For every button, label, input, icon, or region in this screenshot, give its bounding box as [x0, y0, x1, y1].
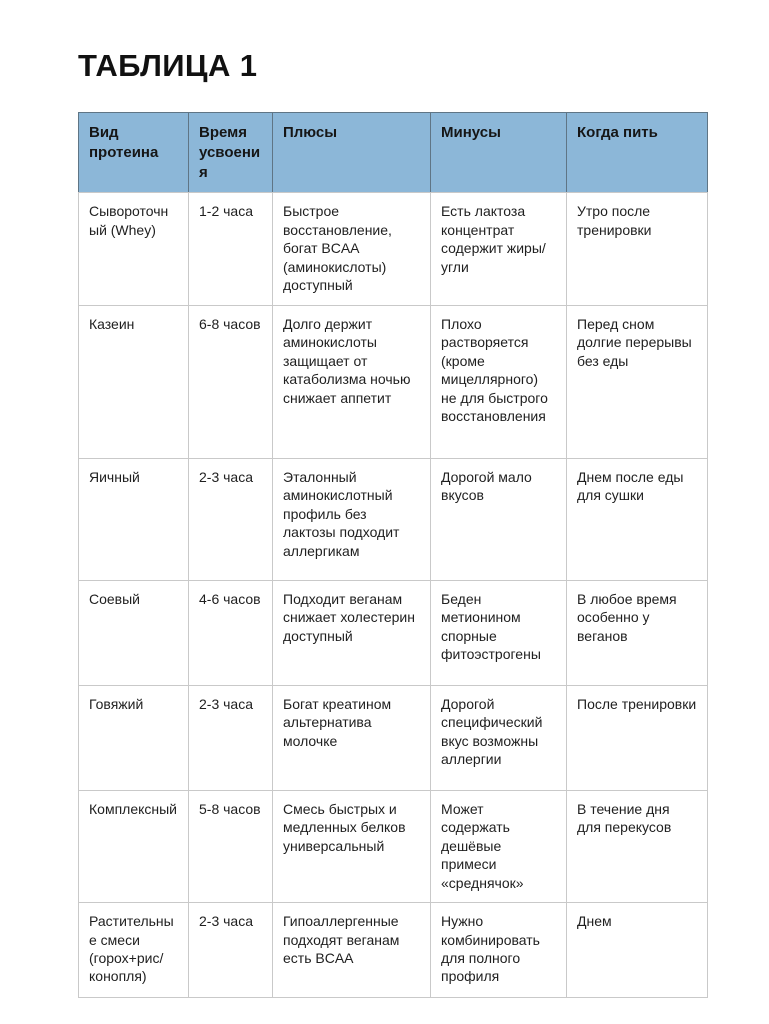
cell-protein-type: Казеин [79, 305, 189, 458]
cell-pros: Смесь быстрых и медленных белков универсальный [273, 790, 431, 902]
cell-protein-type: Соевый [79, 580, 189, 685]
cell-protein-type: Комплексный [79, 790, 189, 902]
cell-pros: Богат креатином альтернатива молочке [273, 685, 431, 790]
cell-cons: Дорогой мало вкусов [431, 458, 567, 580]
cell-protein-type: Растительные смеси (горох+рис/конопля) [79, 903, 189, 998]
cell-cons: Нужно комбинировать для полного профиля [431, 903, 567, 998]
cell-when-to-drink: В любое время особенно у веганов [567, 580, 708, 685]
page-title: ТАБЛИЦА 1 [78, 48, 258, 83]
cell-when-to-drink: В течение дня для перекусов [567, 790, 708, 902]
cell-absorption-time: 6-8 часов [189, 305, 273, 458]
column-header-cons: Минусы [431, 113, 567, 193]
cell-protein-type: Говяжий [79, 685, 189, 790]
column-header-when-to-drink: Когда пить [567, 113, 708, 193]
table-row-egg [79, 458, 708, 580]
cell-absorption-time: 2-3 часа [189, 685, 273, 790]
cell-pros: Эталонный аминокислотный профиль без лактозы подходит аллергикам [273, 458, 431, 580]
cell-absorption-time: 2-3 часа [189, 458, 273, 580]
table-header-row [79, 113, 708, 193]
cell-cons: Может содержать дешёвые примеси «среднячок» [431, 790, 567, 902]
table-row-whey [79, 193, 708, 305]
cell-cons: Дорогой специфический вкус возможны аллергии [431, 685, 567, 790]
cell-absorption-time: 1-2 часа [189, 193, 273, 305]
cell-protein-type: Яичный [79, 458, 189, 580]
table-row-beef [79, 685, 708, 790]
cell-absorption-time: 2-3 часа [189, 903, 273, 998]
cell-when-to-drink: Утро после тренировки [567, 193, 708, 305]
cell-pros: Подходит веганам снижает холестерин доступный [273, 580, 431, 685]
table-row-soy [79, 580, 708, 685]
column-header-protein-type: Вид протеина [79, 113, 189, 193]
cell-when-to-drink: После тренировки [567, 685, 708, 790]
cell-absorption-time: 5-8 часов [189, 790, 273, 902]
cell-cons: Беден метионином спорные фитоэстрогены [431, 580, 567, 685]
cell-protein-type: Сывороточный (Whey) [79, 193, 189, 305]
table-row-plant-blend [79, 903, 708, 998]
table-row-complex [79, 790, 708, 902]
cell-when-to-drink: Перед сном долгие перерывы без еды [567, 305, 708, 458]
cell-pros: Долго держит аминокислоты защищает от катаболизма ночью снижает аппетит [273, 305, 431, 458]
table-row-casein [79, 305, 708, 458]
cell-pros: Быстрое восстановление, богат BCAA (аминокислоты) доступный [273, 193, 431, 305]
column-header-absorption-time: Время усвоения [189, 113, 273, 193]
cell-when-to-drink: Днем [567, 903, 708, 998]
protein-comparison-table [78, 112, 708, 998]
cell-pros: Гипоаллергенные подходят веганам есть BCAA [273, 903, 431, 998]
cell-cons: Есть лактоза концентрат содержит жиры/угли [431, 193, 567, 305]
column-header-pros: Плюсы [273, 113, 431, 193]
cell-when-to-drink: Днем после еды для сушки [567, 458, 708, 580]
cell-cons: Плохо растворяется (кроме мицеллярного) не для быстрого восстановления [431, 305, 567, 458]
cell-absorption-time: 4-6 часов [189, 580, 273, 685]
